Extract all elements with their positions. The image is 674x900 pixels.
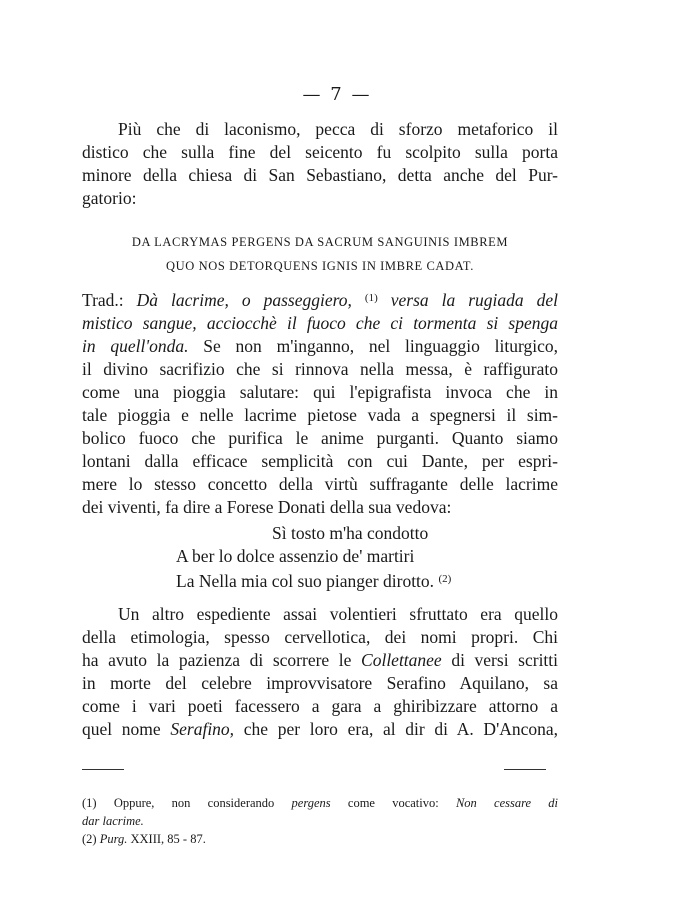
text-line: tale pioggia e nelle lacrime pietose vada a spegnersi il sim- [82, 405, 558, 425]
text-line: bolico fuoco che purifica le anime purganti. Quanto siamo [82, 428, 558, 448]
text-line: mistico sangue, acciocchè il fuoco che ci tormenta si spenga [82, 313, 558, 333]
verse-line: Sì tosto m'ha condotto [272, 523, 429, 543]
text-line: Un altro espediente assai volentieri sfruttato era quello [118, 604, 558, 624]
epigraph [82, 230, 558, 278]
footnote-rule-left [82, 769, 124, 770]
footnotes [82, 794, 558, 848]
paragraph-1 [82, 118, 558, 210]
paragraph-2 [82, 287, 558, 519]
text-line: lontani dalla efficace semplicità con cui Dante, per espri- [82, 451, 558, 471]
text-line: distico che sulla fine del seicento fu scolpito sulla porta [82, 142, 558, 162]
epigraph-line: DA LACRYMAS PERGENS DA SACRUM SANGUINIS IMBREM [131, 235, 509, 249]
verse-quote [176, 522, 536, 593]
text-line: minore della chiesa di San Sebastiano, detta anche del Pur- [82, 165, 558, 185]
text-line: Trad.: Dà lacrime, o passeggiero, $^{(1)}$ versa la rugiada del [82, 290, 559, 310]
footnote-rule-right [504, 769, 546, 770]
text-line: in morte del celebre improvvisatore Serafino Aquilano, sa [82, 673, 558, 693]
text-line: ha avuto la pazienza di scorrere le Collettanee di versi scritti [82, 650, 559, 670]
text-line: della etimologia, spesso cervellotica, dei nomi propri. Chi [82, 627, 558, 647]
text-line: il divino sacrifizio che si rinnova nella messa, è raffigurato [82, 359, 558, 379]
text-line: dei viventi, fa dire a Forese Donati della sua vedova: [82, 497, 452, 517]
footnote-1-cont: dar lacrime. [82, 814, 144, 828]
epigraph-line: QUO NOS DETORQUENS IGNIS IN IMBRE CADAT. [166, 259, 474, 273]
verse-line: La Nella mia col suo pianger dirotto. $^{(2)}$ [176, 571, 452, 591]
text-line: quel nome Serafino, che per loro era, al dir di A. D'Ancona, [82, 719, 559, 739]
verse-line: A ber lo dolce assenzio de' martiri [176, 546, 415, 566]
text-line: come i vari poeti facessero a gara a ghiribizzare attorno a [82, 696, 558, 716]
text-line: Più che di laconismo, pecca di sforzo metaforico il [118, 119, 558, 139]
text-line: come una pioggia salutare: qui l'epigrafista invoca che in [82, 382, 558, 402]
text-line: gatorio: [82, 188, 137, 208]
text-line: mere lo stesso concetto della virtù suffragante delle lacrime [82, 474, 558, 494]
paragraph-3 [82, 603, 558, 741]
footnote-1: (1) Oppure, non considerando pergens come vocativo: Non cessare di [82, 796, 559, 810]
note-ref: (2) [438, 573, 452, 585]
page-number: — 7 — [302, 84, 372, 105]
text-line: in quell'onda. Se non m'inganno, nel linguaggio liturgico, [82, 336, 558, 356]
footnote-2: (2) Purg. XXIII, 85 - 87. [82, 832, 206, 846]
